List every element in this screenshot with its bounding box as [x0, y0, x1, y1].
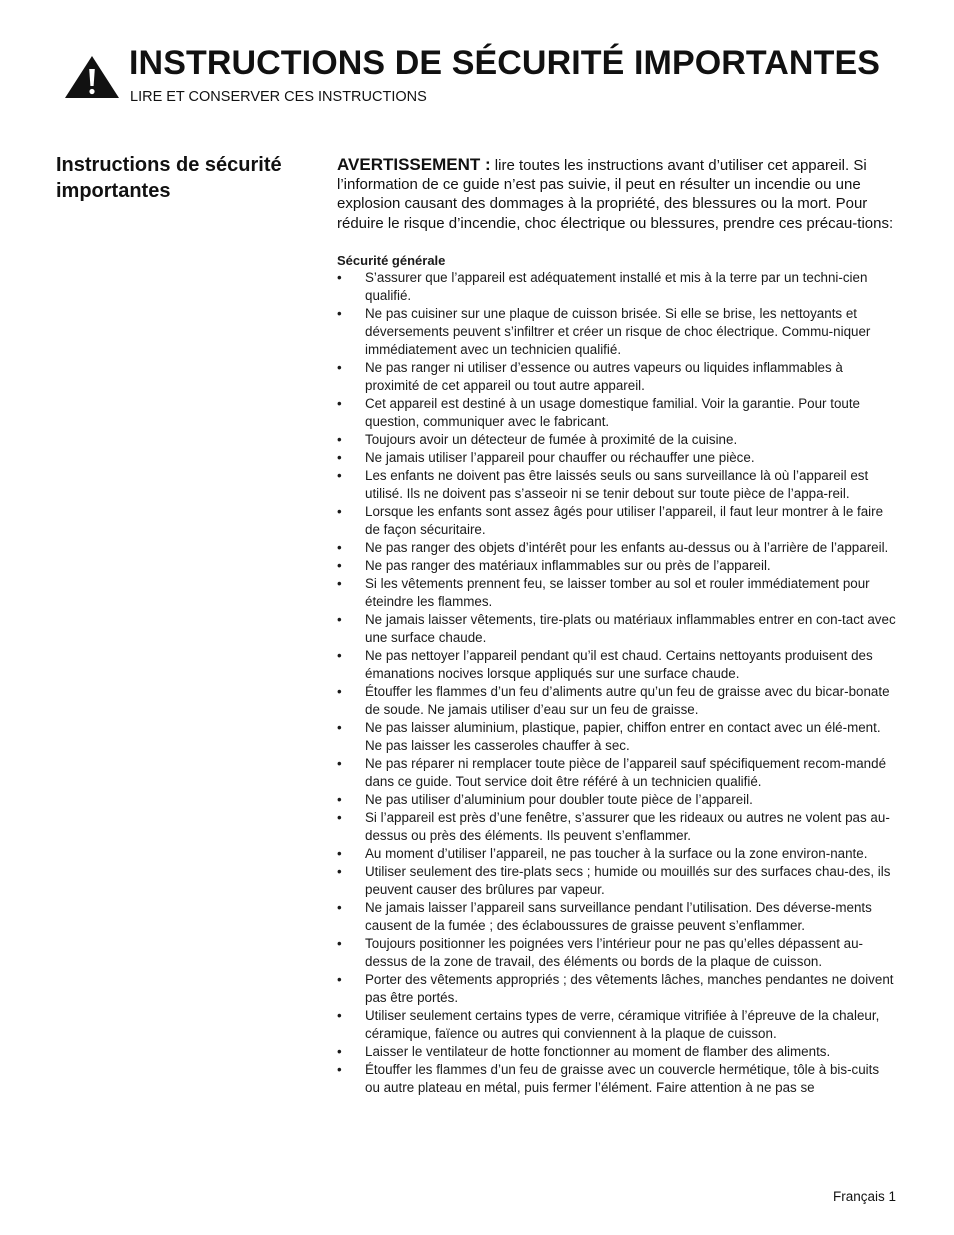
warning-text: lire toutes les instructions avant d’utiliser cet appareil. Si l’information de ce guide n’est pas suivie, il peut en résulter un incendie ou une explosion causant des dommages à la propriété, des blessures ou la mort. Pour réduire le risque d’incendie, choc électrique ou blessures, prendre ces précau-tions: — [337, 157, 894, 232]
list-item — [337, 683, 897, 719]
section-title: Sécurité générale — [337, 252, 446, 268]
bullet-mark: • — [337, 395, 342, 411]
bullet-mark: • — [337, 935, 342, 951]
list-item — [337, 809, 897, 845]
list-item-text: Toujours avoir un détecteur de fumée à proximité de la cuisine. — [365, 431, 738, 447]
bullet-mark: • — [337, 1061, 342, 1077]
list-item-text: S’assurer que l’appareil est adéquatement installé et mis à la terre par un techni-cien qualifié. — [365, 269, 868, 303]
list-item-text: Ne pas nettoyer l’appareil pendant qu’il est chaud. Certains nettoyants produisent des émanations nocives lorsque appliqués sur une surface chaude. — [365, 647, 873, 681]
list-item-text: Si les vêtements prennent feu, se laisser tomber au sol et rouler immédiatement pour éteindre les flammes. — [365, 575, 870, 609]
bullet-mark: • — [337, 719, 342, 735]
list-item — [337, 269, 897, 305]
list-item — [337, 467, 897, 503]
bullet-mark: • — [337, 431, 342, 447]
list-item — [337, 1043, 897, 1061]
list-item-text: Utiliser seulement des tire-plats secs ; humide ou mouillés sur des surfaces chau-des, ils peuvent causer des brûlures par vapeur. — [365, 863, 891, 897]
list-item — [337, 449, 897, 467]
bullet-mark: • — [337, 503, 342, 519]
bullet-mark: • — [337, 1043, 342, 1059]
list-item-text: Ne pas laisser aluminium, plastique, papier, chiffon entrer en contact avec un élé-ment. Ne pas laisser les casseroles chauffer à sec. — [365, 719, 881, 753]
warning-triangle-icon — [64, 55, 120, 99]
page-title: INSTRUCTIONS DE SÉCURITÉ IMPORTANTES — [129, 44, 881, 82]
list-item — [337, 431, 897, 449]
list-item-text: Cet appareil est destiné à un usage domestique familial. Voir la garantie. Pour toute question, communiquer avec le fabricant. — [365, 395, 861, 429]
list-item — [337, 1007, 897, 1043]
bullet-mark: • — [337, 899, 342, 915]
list-item — [337, 647, 897, 683]
list-item — [337, 863, 897, 899]
bullet-mark: • — [337, 971, 342, 987]
bullet-mark: • — [337, 359, 342, 375]
list-item — [337, 359, 897, 395]
list-item — [337, 503, 897, 539]
safety-list — [337, 269, 897, 1097]
list-item — [337, 395, 897, 431]
list-item-text: Ne jamais laisser vêtements, tire-plats ou matériaux inflammables entrer en con-tact avec une surface chaude. — [365, 611, 896, 645]
list-item-text: Ne pas réparer ni remplacer toute pièce de l’appareil sauf spécifiquement recom-mandé dans ce guide. Tout service doit être référé à un technicien qualifié. — [365, 755, 887, 789]
list-item — [337, 611, 897, 647]
list-item — [337, 899, 897, 935]
bullet-mark: • — [337, 863, 342, 879]
bullet-mark: • — [337, 611, 342, 627]
bullet-mark: • — [337, 539, 342, 555]
side-heading: Instructions de sécurité importantes — [56, 154, 282, 202]
list-item — [337, 845, 897, 863]
list-item — [337, 305, 897, 359]
bullet-mark: • — [337, 467, 342, 483]
list-item — [337, 557, 897, 575]
bullet-mark: • — [337, 647, 342, 663]
list-item — [337, 1061, 897, 1097]
bullet-mark: • — [337, 809, 342, 825]
content-column — [337, 155, 897, 1097]
bullet-mark: • — [337, 791, 342, 807]
list-item — [337, 971, 897, 1007]
list-item — [337, 755, 897, 791]
list-item-text: Au moment d’utiliser l’appareil, ne pas toucher à la surface ou la zone environ-nante. — [365, 845, 868, 861]
list-item-text: Les enfants ne doivent pas être laissés seuls ou sans surveillance là où l’appareil est utilisé. Ils ne doivent pas s’asseoir ni se tenir debout sur toute pièce de l’appa-reil. — [365, 467, 869, 501]
list-item-text: Si l’appareil est près d’une fenêtre, s’assurer que les rideaux ou autres ne volent pas au-dessus ou près des éléments. Ils peuvent s’enflammer. — [365, 809, 890, 843]
warning-label: AVERTISSEMENT : — [337, 155, 491, 174]
list-item-text: Utiliser seulement certains types de verre, céramique vitrifiée à l’épreuve de la chaleur, céramique, faïence ou autres qui conviennent à la plaque de cuisson. — [365, 1007, 880, 1041]
list-item-text: Étouffer les flammes d’un feu de graisse avec un couvercle hermétique, tôle à bis-cuits ou autre plateau en métal, puis fermer l’élément. Faire attention à ne pas se — [365, 1061, 880, 1095]
page-subtitle: LIRE ET CONSERVER CES INSTRUCTIONS — [130, 89, 427, 105]
list-item-text: Ne pas ranger des matériaux inflammables sur ou près de l’appareil. — [365, 557, 771, 573]
list-item — [337, 719, 897, 755]
list-item-text: Ne pas ranger des objets d’intérêt pour les enfants au-dessus ou à l’arrière de l’appareil. — [365, 539, 889, 555]
list-item-text: Étouffer les flammes d’un feu d’aliments autre qu’un feu de graisse avec du bicar-bonate de soude. Ne jamais utiliser d’eau sur un feu de graisse. — [365, 683, 890, 717]
list-item-text: Toujours positionner les poignées vers l’intérieur pour ne pas qu’elles dépassent au-dessus de la zone de travail, des éléments ou bords de la plaque de cuisson. — [365, 935, 863, 969]
list-item-text: Ne pas ranger ni utiliser d’essence ou autres vapeurs ou liquides inflammables à proximité de cet appareil ou tout autre appareil. — [365, 359, 843, 393]
list-item — [337, 935, 897, 971]
list-item-text: Laisser le ventilateur de hotte fonctionner au moment de flamber des aliments. — [365, 1043, 831, 1059]
bullet-mark: • — [337, 269, 342, 285]
list-item-text: Ne jamais laisser l’appareil sans surveillance pendant l’utilisation. Des déverse-ments causent de la fumée ; des éclaboussures de graisse peuvent s’enflammer. — [365, 899, 872, 933]
bullet-mark: • — [337, 305, 342, 321]
list-item — [337, 791, 897, 809]
list-item — [337, 539, 897, 557]
list-item-text: Lorsque les enfants sont assez âgés pour utiliser l’appareil, il faut leur montrer à le faire de façon sécuritaire. — [365, 503, 884, 537]
list-item-text: Ne pas utiliser d’aluminium pour doubler toute pièce de l’appareil. — [365, 791, 753, 807]
bullet-mark: • — [337, 575, 342, 591]
page-number: Français 1 — [832, 1189, 896, 1204]
bullet-mark: • — [337, 449, 342, 465]
bullet-mark: • — [337, 557, 342, 573]
bullet-mark: • — [337, 683, 342, 699]
list-item — [337, 575, 897, 611]
warning-paragraph — [337, 155, 897, 233]
bullet-mark: • — [337, 755, 342, 771]
list-item-text: Ne jamais utiliser l’appareil pour chauffer ou réchauffer une pièce. — [365, 449, 755, 465]
bullet-mark: • — [337, 1007, 342, 1023]
list-item-text: Ne pas cuisiner sur une plaque de cuisson brisée. Si elle se brise, les nettoyants et déversements peuvent s’infiltrer et créer un risque de choc électrique. Commu-niquer immédiatement avec un technicien qualifié. — [365, 305, 871, 357]
list-item-text: Porter des vêtements appropriés ; des vêtements lâches, manches pendantes ne doivent pas être portés. — [365, 971, 894, 1005]
bullet-mark: • — [337, 845, 342, 861]
